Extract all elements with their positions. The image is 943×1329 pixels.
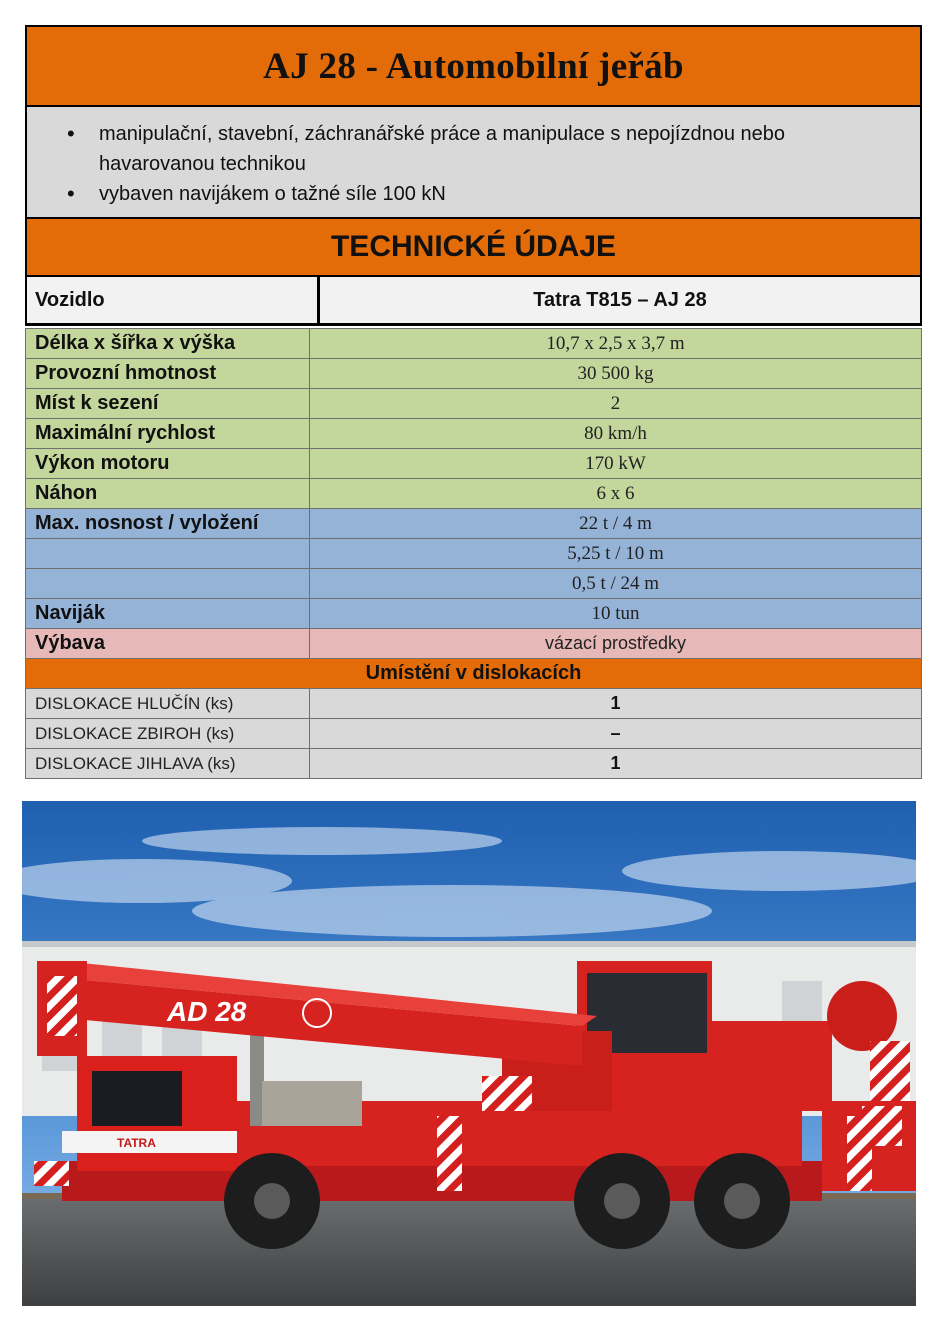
rear-stripes <box>870 1041 910 1101</box>
spec-label: Provozní hmotnost <box>26 359 310 389</box>
header-sheet <box>25 25 922 326</box>
rear-counterweight <box>712 1021 832 1111</box>
spec-label: Výkon motoru <box>26 449 310 479</box>
location-row <box>26 689 922 719</box>
boom-text: AD 28 <box>167 996 247 1027</box>
capacity-label: Max. nosnost / vyložení <box>26 509 310 539</box>
capacity-value: 0,5 t / 24 m <box>310 569 922 599</box>
spec-value: 80 km/h <box>310 419 922 449</box>
winch-drum <box>827 981 897 1051</box>
equipment-value: vázací prostředky <box>310 629 922 659</box>
capacity-label-empty <box>26 569 310 599</box>
capacity-value: 5,25 t / 10 m <box>310 539 922 569</box>
winch-value: 10 tun <box>310 599 922 629</box>
side-stripes-right <box>847 1116 872 1191</box>
roof-edge <box>22 941 916 947</box>
capacity-row <box>26 569 922 599</box>
cab-window <box>92 1071 182 1126</box>
spec-table <box>25 328 922 779</box>
location-row <box>26 719 922 749</box>
turret-stripes <box>482 1076 532 1111</box>
location-value: – <box>310 719 922 749</box>
bullet-item: • manipulační, stavební, záchranářské práce a manipulace s nepojízdnou nebo havarovanou technikou <box>67 119 880 179</box>
location-row <box>26 749 922 779</box>
spec-label: Délka x šířka x výška <box>26 329 310 359</box>
spec-row-seats <box>26 389 922 419</box>
spec-label: Maximální rychlost <box>26 419 310 449</box>
bullet-item: • vybaven navijákem o tažné síle 100 kN <box>67 179 880 209</box>
spec-value: 30 500 kg <box>310 359 922 389</box>
boom-tip-stripes <box>47 976 77 1036</box>
usage-bullets <box>27 107 920 219</box>
locations-title: Umístění v dislokacích <box>26 659 922 689</box>
winch-row <box>26 599 922 629</box>
spec-row-speed <box>26 419 922 449</box>
locations-header-row <box>26 659 922 689</box>
location-value: 1 <box>310 749 922 779</box>
front-stripes <box>34 1161 69 1186</box>
section-title-band <box>27 219 920 277</box>
cab-text: TATRA <box>117 1136 156 1150</box>
side-stripes-left <box>437 1116 462 1191</box>
capacity-value: 22 t / 4 m <box>310 509 922 539</box>
engine-box <box>262 1081 362 1126</box>
capacity-row <box>26 509 922 539</box>
vehicle-value: Tatra T815 – AJ 28 <box>533 288 707 311</box>
vehicle-row <box>27 277 920 326</box>
title-band <box>27 27 920 107</box>
crane-photo <box>22 801 916 1306</box>
spec-row-power <box>26 449 922 479</box>
section-title: TECHNICKÉ ÚDAJE <box>330 230 617 263</box>
capacity-row <box>26 539 922 569</box>
vehicle-label: Vozidlo <box>27 277 320 323</box>
spec-row-dimensions <box>26 329 922 359</box>
equipment-label: Výbava <box>26 629 310 659</box>
spec-value: 170 kW <box>310 449 922 479</box>
location-label: DISLOKACE ZBIROH (ks) <box>26 719 310 749</box>
spec-label: Míst k sezení <box>26 389 310 419</box>
location-value: 1 <box>310 689 922 719</box>
location-label: DISLOKACE JIHLAVA (ks) <box>26 749 310 779</box>
page-title: AJ 28 - Automobilní jeřáb <box>263 45 684 87</box>
spec-value: 10,7 x 2,5 x 3,7 m <box>310 329 922 359</box>
spec-row-drive <box>26 479 922 509</box>
spec-row-weight <box>26 359 922 389</box>
capacity-label-empty <box>26 539 310 569</box>
equipment-row <box>26 629 922 659</box>
location-label: DISLOKACE HLUČÍN (ks) <box>26 689 310 719</box>
spec-label: Náhon <box>26 479 310 509</box>
winch-label: Naviják <box>26 599 310 629</box>
spec-value: 6 x 6 <box>310 479 922 509</box>
spec-value: 2 <box>310 389 922 419</box>
